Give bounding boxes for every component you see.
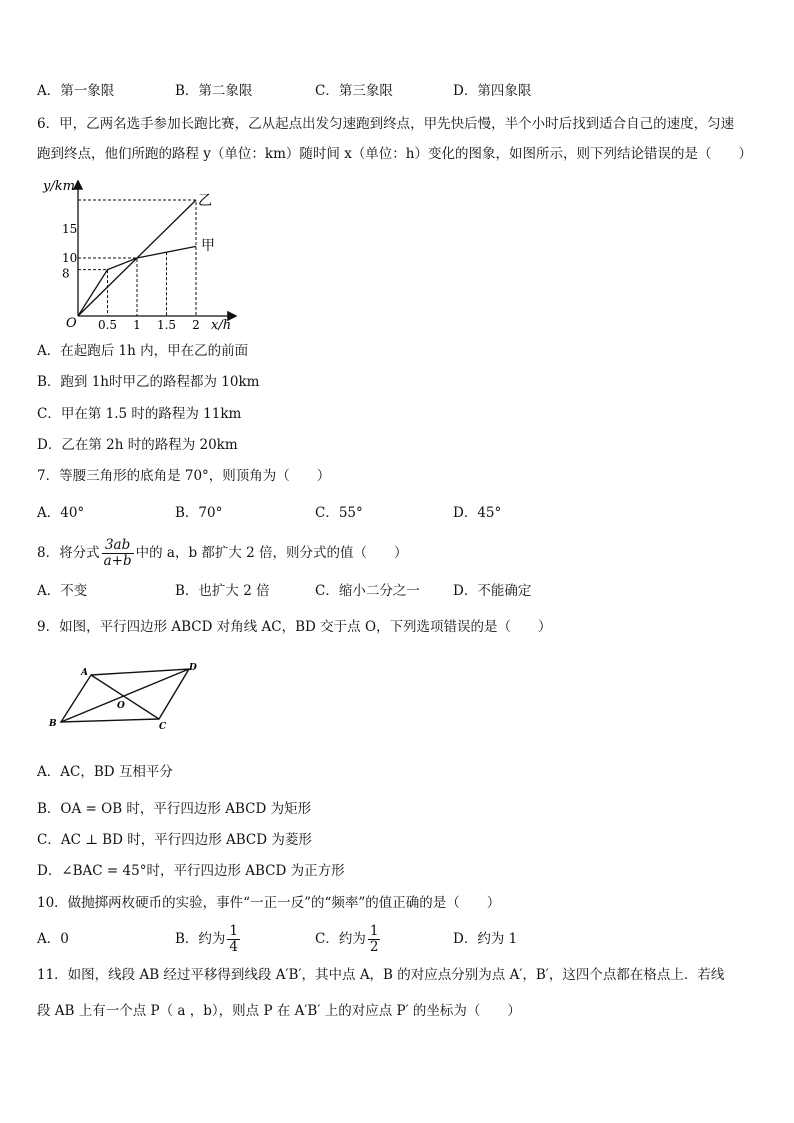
x-tick-label: 0.5 <box>97 318 118 332</box>
q10-option-c <box>315 921 382 957</box>
q6-stem-line1: 6．甲，乙两名选手参加长跑比赛，乙从起点出发匀速跑到终点，甲先快后慢，半个小时后找到适合自己的速度，匀速 <box>37 116 735 132</box>
q5-option-a: A．第一象限 <box>37 83 115 99</box>
q8-stem <box>37 536 408 570</box>
q7-option-d: D．45° <box>453 505 502 521</box>
q7-option-c: C．55° <box>315 505 363 521</box>
q10-option-c-denominator: 2 <box>369 939 379 955</box>
q9-option-c: C．AC ⊥ BD 时，平行四边形 ABCD 为菱形 <box>37 832 312 848</box>
q5-option-b: B．第二象限 <box>175 83 253 99</box>
q6-option-c: C．甲在第 1.5 时的路程为 11km <box>37 406 242 422</box>
q7-option-a: A．40° <box>37 505 85 521</box>
q8-option-a: A．不变 <box>37 583 88 599</box>
q10-option-c-prefix: C．约为 <box>315 931 366 947</box>
q9-option-d: D．∠BAC = 45°时，平行四边形 ABCD 为正方形 <box>37 863 345 879</box>
x-tick-label: 2 <box>192 318 200 332</box>
q8-option-b: B．也扩大 2 倍 <box>175 583 270 599</box>
y-tick-label: 10 <box>62 251 78 265</box>
q10-option-b-denominator: 4 <box>229 939 239 955</box>
q10-option-c-fraction <box>368 924 381 955</box>
q8-fraction-denominator: a+b <box>103 553 132 569</box>
q8-fraction-numerator: 3ab <box>102 538 134 554</box>
vertex-a-label: A <box>81 668 88 678</box>
q10-option-b-fraction <box>227 924 240 955</box>
x-tick-label: 1 <box>133 318 141 332</box>
q6-option-a: A．在起跑后 1h 内，甲在乙的前面 <box>37 343 249 359</box>
q11-line2: 段 AB 上有一个点 P（ a ，b），则点 P 在 A′B′ 上的对应点 P′ 的坐标为（ ） <box>37 1003 521 1019</box>
y-axis-label: y/km <box>43 179 75 194</box>
y-tick-label: 8 <box>62 266 70 281</box>
q8-fraction <box>102 538 134 569</box>
q9-option-a: A．AC，BD 互相平分 <box>37 764 173 780</box>
q6-graph <box>37 172 257 337</box>
q10-option-b <box>175 921 242 957</box>
q8-option-c: C．缩小二分之一 <box>315 583 420 599</box>
q8-stem-prefix: 8．将分式 <box>37 545 100 561</box>
q10-option-b-numerator: 1 <box>229 923 239 939</box>
q10-option-d: D．约为 1 <box>453 931 518 947</box>
q9-parallelogram-figure <box>37 656 217 736</box>
q7-stem: 7．等腰三角形的底角是 70°，则顶角为（ ） <box>37 468 331 484</box>
q10-stem: 10．做抛掷两枚硬币的实验，事件“一正一反”的“频率”的值正确的是（ ） <box>37 895 501 911</box>
q9-stem: 9．如图，平行四边形 ABCD 对角线 AC，BD 交于点 O，下列选项错误的是（ ） <box>37 619 552 635</box>
q5-option-c: C．第三象限 <box>315 83 393 99</box>
q9-option-b: B．OA = OB 时，平行四边形 ABCD 为矩形 <box>37 801 312 817</box>
vertex-c-label: C <box>159 722 167 732</box>
q10-option-c-numerator: 1 <box>369 923 379 939</box>
x-tick-label: 1.5 <box>156 318 177 332</box>
y-tick-label: 15 <box>62 222 78 236</box>
series-label-jia: 甲 <box>201 238 215 254</box>
q5-option-d: D．第四象限 <box>453 83 532 99</box>
vertex-b-label: B <box>49 719 57 729</box>
q6-stem-line2: 跑到终点，他们所跑的路程 y（单位：km）随时间 x（单位：h）变化的图象，如图所示，则下列结论错误的是（ ） <box>37 146 752 162</box>
center-o-label: O <box>117 701 125 711</box>
q10-option-b-prefix: B．约为 <box>175 931 226 947</box>
q11-line1: 11．如图，线段 AB 经过平移得到线段 A′B′，其中点 A，B 的对应点分别为点 A′，B′，这四个点都在格点上．若线 <box>37 967 725 983</box>
series-label-yi: 乙 <box>198 193 212 209</box>
diagonal-ac <box>91 675 159 719</box>
q8-stem-suffix: 中的 a，b 都扩大 2 倍，则分式的值（ ） <box>135 545 408 561</box>
x-axis-label: x/h <box>211 318 232 333</box>
q6-option-d: D．乙在第 2h 时的路程为 20km <box>37 437 238 453</box>
q6-option-b: B．跑到 1h时甲乙的路程都为 10km <box>37 374 260 390</box>
q10-option-a: A．0 <box>37 931 69 947</box>
origin-label: O <box>66 316 77 331</box>
q7-option-b: B．70° <box>175 505 223 521</box>
q8-option-d: D．不能确定 <box>453 583 532 599</box>
vertex-d-label: D <box>189 663 197 673</box>
